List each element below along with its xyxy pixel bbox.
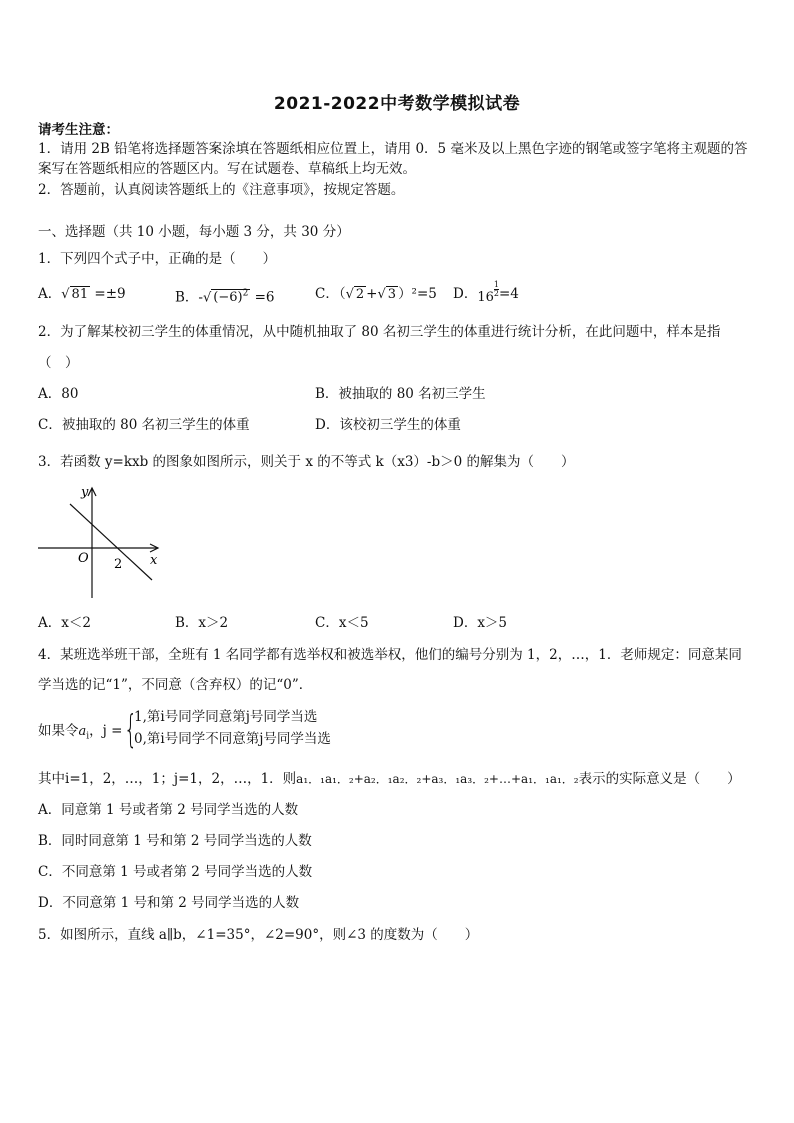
q1-b-radicand — [211, 289, 250, 305]
q1-d-num: 1 — [493, 280, 499, 289]
y-axis-label: y — [81, 485, 89, 500]
q2-stem-line2: （ ） — [38, 355, 79, 371]
q4-cond-range: i=1，2，…，1；j=1，2，…，1．则 — [65, 771, 297, 787]
q1-a-label: A． — [38, 286, 62, 302]
x-intercept-label: 2 — [114, 557, 123, 572]
q4-condition — [38, 770, 741, 788]
q5-stem: 5．如图所示，直线 a∥b，∠1=35°，∠2=90°，则∠3 的度数为（ ） — [38, 927, 479, 943]
q1-d-base: 16 — [477, 290, 494, 305]
q1-stem: 1．下列四个式子中，正确的是（ ） — [38, 251, 277, 267]
origin-label: O — [78, 551, 89, 566]
q4-def-prefix: 如果令 — [38, 723, 79, 739]
q1-c-radicand1: 2 — [355, 287, 365, 302]
q4-cond-prefix: 其中 — [38, 771, 65, 787]
q2-option-c: C．被抽取的 80 名初三学生的体重 — [38, 417, 250, 433]
q4-cases — [134, 706, 331, 750]
notice-heading: 请考生注意： — [38, 122, 119, 138]
q1-c-label: C．（ — [315, 286, 346, 302]
q1-option-d — [453, 280, 519, 305]
q3-option-b: B．x＞2 — [175, 615, 229, 631]
q1-b-base: (−6) — [213, 290, 243, 306]
q4-stem-line1: 4．某班选举班干部，全班有 1 名同学都有选举权和被选举权，他们的编号分别为 1，2，…，1．老师规定：同意某同 — [38, 647, 742, 663]
notice-item2: 2．答题前，认真阅读答题纸上的《注意事项》，按规定答题。 — [38, 182, 405, 198]
q3-option-a: A．x＜2 — [38, 615, 91, 631]
q4-option-d: D．不同意第 1 号和第 2 号同学当选的人数 — [38, 895, 300, 911]
q3-function-graph — [30, 480, 170, 605]
q1-a-rest: =±9 — [94, 286, 126, 302]
q1-a-radicand: 81 — [71, 287, 89, 302]
q1-b-label: B． — [175, 289, 199, 306]
q2-option-d: D．该校初三学生的体重 — [315, 417, 461, 433]
q4-case-2: 0,第i号同学不同意第j号同学当选 — [134, 731, 331, 747]
q4-def-var: a — [78, 724, 87, 739]
q4-option-c: C．不同意第 1 号或者第 2 号同学当选的人数 — [38, 864, 313, 880]
section-heading: 一、选择题（共 10 小题，每小题 3 分，共 30 分） — [38, 224, 350, 240]
q1-c-radicand2: 3 — [387, 287, 397, 302]
q1-d-den: 2 — [493, 289, 499, 298]
q4-def-sub: i — [86, 731, 90, 742]
q4-brace: { — [124, 707, 138, 751]
q1-b-rest: =6 — [254, 289, 275, 306]
q3-stem: 3．若函数 y=kxb 的图象如图所示，则关于 x 的不等式 k（x3）-b＞0 的解集为（ ） — [38, 454, 575, 470]
q2-option-b: B．被抽取的 80 名初三学生 — [315, 386, 486, 402]
q1-option-c: C．（√ 2 +√ 3 ）²=5 — [315, 286, 437, 302]
notice-item1-line2: 案写在答题纸相应的答题区内。写在试题卷、草稿纸上均无效。 — [38, 161, 416, 177]
q4-case-1: 1,第i号同学同意第j号同学当选 — [134, 709, 318, 725]
q4-option-b: B．同时同意第 1 号和第 2 号同学当选的人数 — [38, 833, 312, 849]
q3-option-d: D．x＞5 — [453, 615, 508, 631]
function-line — [70, 504, 152, 580]
q1-b-exponent: 2 — [242, 289, 249, 299]
q1-option-b: B．-√ $(-6)^2 =6$ — [175, 289, 275, 306]
q4-sum-expression: a₁．₁a₁．₂+a₂．₁a₂．₂+a₃．₁a₃．₂+…+a₁．₁a₁．₂ — [296, 772, 579, 786]
q4-option-a: A．同意第 1 号或者第 2 号同学当选的人数 — [38, 802, 299, 818]
q4-stem-line2: 学当选的记“1”，不同意（含弃权）的记“0”． — [38, 677, 313, 693]
q1-c-plus: + — [366, 286, 378, 302]
q4-cond-suffix: 表示的实际意义是（ ） — [578, 771, 741, 787]
q3-option-c: C．x＜5 — [315, 615, 369, 631]
q1-d-rest: =4 — [498, 286, 519, 302]
q2-stem-line1: 2．为了解某校初三学生的体重情况，从中随机抽取了 80 名初三学生的体重进行统计分析，在此问题中，样本是指 — [38, 324, 721, 340]
notice-item1-line1: 1．请用 2B 铅笔将选择题答案涂填在答题纸相应位置上，请用 0．5 毫米及以上黑色字迹的钢笔或签字笔将主观题的答 — [38, 141, 748, 157]
x-axis-label: x — [150, 553, 158, 568]
q4-definition — [38, 722, 122, 746]
q2-option-a: A．80 — [38, 386, 79, 402]
page-title: 2021-2022中考数学模拟试卷 — [273, 94, 521, 114]
q1-d-label: D． — [453, 286, 478, 302]
q1-option-a: A．√ 81 =±9 — [38, 286, 126, 302]
q1-c-rest: ）²=5 — [398, 286, 437, 302]
q4-def-j: ，j = — [89, 723, 123, 739]
